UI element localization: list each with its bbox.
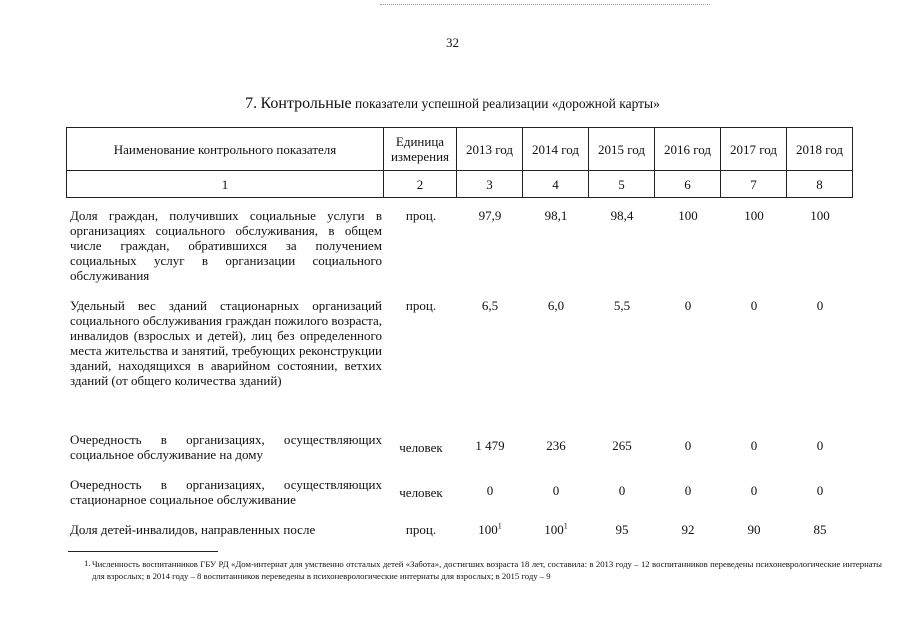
header-2018: 2018 год <box>786 127 853 171</box>
row-1-2015: 98,4 <box>610 208 634 223</box>
header-2013: 2013 год <box>456 127 523 171</box>
row-5-2016: 92 <box>681 522 695 537</box>
title-number: 7. <box>245 95 258 112</box>
row-1-name: Доля граждан, получивших социальные услуги в организациях социального обслуживания, в общем числе граждан, обратившихся за получением социальных услуг в организации социального обслуживания <box>70 208 382 283</box>
row-1-2018: 100 <box>810 208 830 223</box>
colnum-4: 4 <box>522 170 589 198</box>
colnum-3: 3 <box>456 170 523 198</box>
row-1-unit: проц. <box>405 208 437 223</box>
row-3-name: Очередность в организациях, осуществляющих социальное обслуживание на дому <box>70 432 382 462</box>
row-5-unit: проц. <box>405 522 437 537</box>
row-5-2018: 85 <box>813 522 827 537</box>
row-3-2013: 1 479 <box>475 438 505 453</box>
row-2-2015: 5,5 <box>613 298 631 313</box>
row-2-2013: 6,5 <box>481 298 499 313</box>
footnote-ref: 1 <box>497 521 502 531</box>
row-1-2017: 100 <box>744 208 764 223</box>
row-5-2014: $100^1$ <box>544 521 568 537</box>
row-1-2013: 97,9 <box>478 208 502 223</box>
row-5-2013: $100^1$ <box>478 521 502 537</box>
page-number: 32 <box>446 35 459 50</box>
section-title <box>0 95 905 113</box>
row-2-2016: 0 <box>684 298 692 313</box>
row-4-2016: 0 <box>684 483 692 498</box>
row-4-2017: 0 <box>750 483 758 498</box>
row-2-2018: 0 <box>816 298 824 313</box>
colnum-6: 6 <box>654 170 721 198</box>
colnum-5: 5 <box>588 170 655 198</box>
header-2015: 2015 год <box>588 127 655 171</box>
title-rest: показатели успешной реализации «дорожной карты» <box>354 96 660 111</box>
row-4-2018: 0 <box>816 483 824 498</box>
title-big-word: Контрольные <box>260 95 352 112</box>
colnum-7: 7 <box>720 170 787 198</box>
row-1-2014: 98,1 <box>544 208 568 223</box>
row-2-unit: проц. <box>405 298 437 313</box>
header-2014: 2014 год <box>522 127 589 171</box>
footnote-text: Численность воспитанников ГБУ РД «Дом-интернат для умственно отсталых детей «Забота», достигших возраста 18 лет, составила: в 2013 году – 12 воспитанников переведены психоневрологические интернаты для взрослых; в 2014 году – 8 воспитанников переведены в психоневрологические интернаты для взрослых; в 2015 году – 9 <box>92 559 882 581</box>
row-3-2015: 265 <box>612 438 632 453</box>
header-unit: Единица измерения <box>383 127 457 171</box>
header-name: Наименование контрольного показателя <box>66 127 384 171</box>
footnote-number: 1. <box>84 558 91 568</box>
row-3-2014: 236 <box>546 438 566 453</box>
row-3-unit: человек <box>399 440 443 455</box>
row-3-2016: 0 <box>684 438 692 453</box>
colnum-2: 2 <box>383 170 457 198</box>
row-2-2014: 6,0 <box>547 298 565 313</box>
row-4-2015: 0 <box>618 483 626 498</box>
row-3-2018: 0 <box>816 438 824 453</box>
row-2-name: Удельный вес зданий стационарных организаций социального обслуживания граждан пожилого возраста, инвалидов (взрослых и детей), лиц без определенного места жительства и занятий, требующих реконструкции зданий, находящихся в аварийном состоянии, ветхих зданий (от общего количества зданий) <box>70 298 382 388</box>
colnum-8: 8 <box>786 170 853 198</box>
row-4-name: Очередность в организациях, осуществляющих стационарное социальное обслуживание <box>70 477 382 507</box>
row-5-2017: 90 <box>747 522 761 537</box>
header-2017: 2017 год <box>720 127 787 171</box>
footnote-ref: 1 <box>563 521 568 531</box>
row-3-2017: 0 <box>750 438 758 453</box>
header-2016: 2016 год <box>654 127 721 171</box>
row-5-2015: 95 <box>615 522 629 537</box>
row-4-2013: 0 <box>486 483 494 498</box>
row-4-unit: человек <box>399 485 443 500</box>
row-2-2017: 0 <box>750 298 758 313</box>
scan-artifact <box>380 4 710 9</box>
row-1-2016: 100 <box>678 208 698 223</box>
footnote-divider <box>68 551 218 552</box>
colnum-1: 1 <box>66 170 384 198</box>
row-4-2014: 0 <box>552 483 560 498</box>
row-5-name: Доля детей-инвалидов, направленных после <box>70 522 316 537</box>
